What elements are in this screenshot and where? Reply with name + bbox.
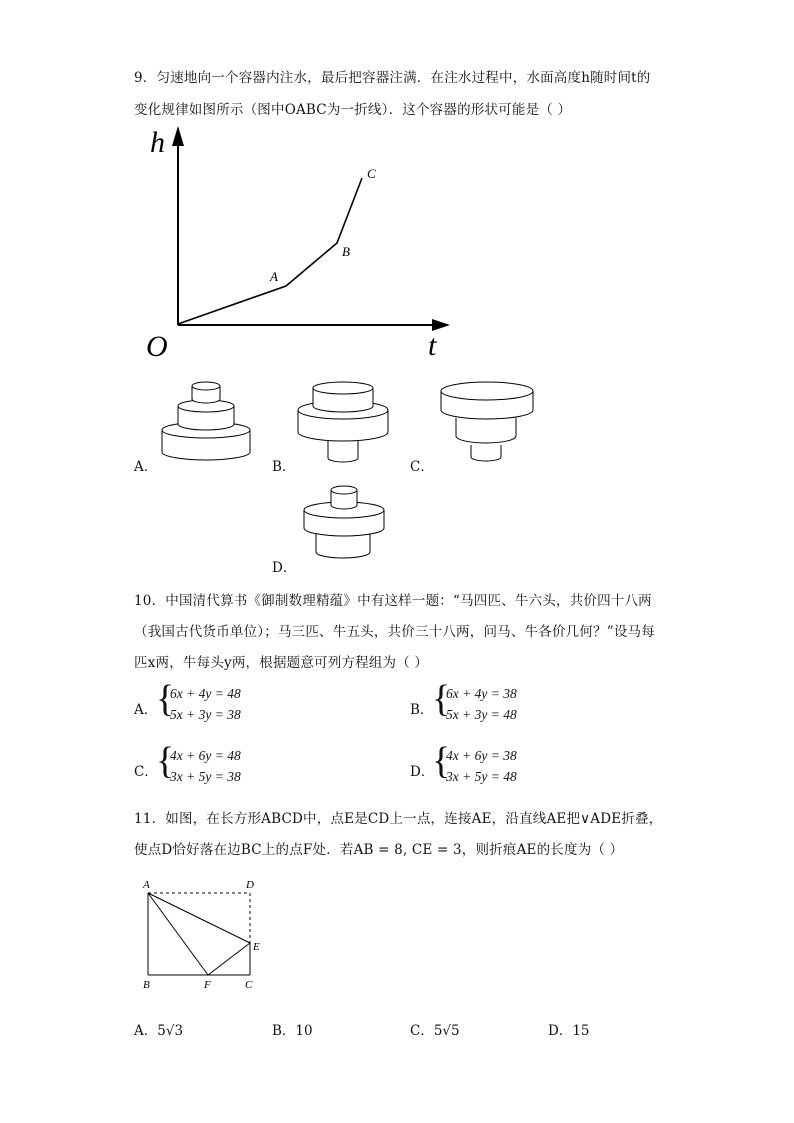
brace-icon: { <box>156 740 175 782</box>
q10-stem-line2: （我国古代货币单位）；马三匹、牛五头，共价三十八两，问马、牛各价几何？”设马每 <box>134 624 655 640</box>
graph-h-label: h <box>150 126 165 159</box>
q11-option-c[interactable]: C．5√5 <box>410 1023 460 1039</box>
q11-option-a[interactable]: A．5√3 <box>134 1023 184 1039</box>
graph-o-label: O <box>146 330 168 363</box>
brace-icon: { <box>432 740 451 782</box>
graph-t-label: t <box>428 329 437 362</box>
q11-option-b[interactable]: B．10 <box>272 1023 313 1039</box>
q9-stem-line1: 9．匀速地向一个容器内注水，最后把容器注满．在注水过程中，水面高度h随时间t的 <box>134 70 651 86</box>
q10-option-d-label[interactable]: D． <box>410 764 435 780</box>
q9-stem-line2: 变化规律如图所示（图中OABC为一折线）．这个容器的形状可能是（ ） <box>134 102 572 118</box>
graph-a-label: A <box>270 269 278 284</box>
q10-stem-line1: 10．中国清代算书《御制数理精蕴》中有这样一题：“马四匹、牛六头，共价四十八两 <box>134 593 652 609</box>
graph-c-label: C <box>367 166 376 181</box>
fig-label-b: B <box>143 979 150 991</box>
fig-label-e: E <box>253 941 260 953</box>
q11-stem-line2: 使点D恰好落在边BC上的点F处．若AB = 8, CE = 3，则折痕AE的长度为（ ） <box>134 842 624 858</box>
q9-option-c[interactable]: C． <box>410 459 434 475</box>
fig-label-a: A <box>143 879 150 891</box>
q10-option-b-label[interactable]: B． <box>410 702 434 718</box>
q9-option-d[interactable]: D． <box>272 560 297 576</box>
fig-label-c: C <box>245 979 253 991</box>
q11-stem-line1: 11．如图，在长方形ABCD中，点E是CD上一点，连接AE，沿直线AE把∨ADE折叠， <box>134 811 663 827</box>
graph-b-label: B <box>342 244 350 259</box>
brace-icon: { <box>432 678 451 720</box>
brace-icon: { <box>156 678 175 720</box>
q9-option-b[interactable]: B． <box>272 459 296 475</box>
q10-option-a-label[interactable]: A． <box>134 702 158 718</box>
fig-label-d: D <box>246 879 254 891</box>
q10-stem-line3: 匹x两，牛每头y两，根据题意可列方程组为（ ） <box>134 655 429 671</box>
fig-label-f: F <box>204 979 211 991</box>
q9-option-a[interactable]: A． <box>134 459 158 475</box>
q10-option-c-label[interactable]: C． <box>134 764 158 780</box>
q11-option-d[interactable]: D．15 <box>548 1023 590 1039</box>
